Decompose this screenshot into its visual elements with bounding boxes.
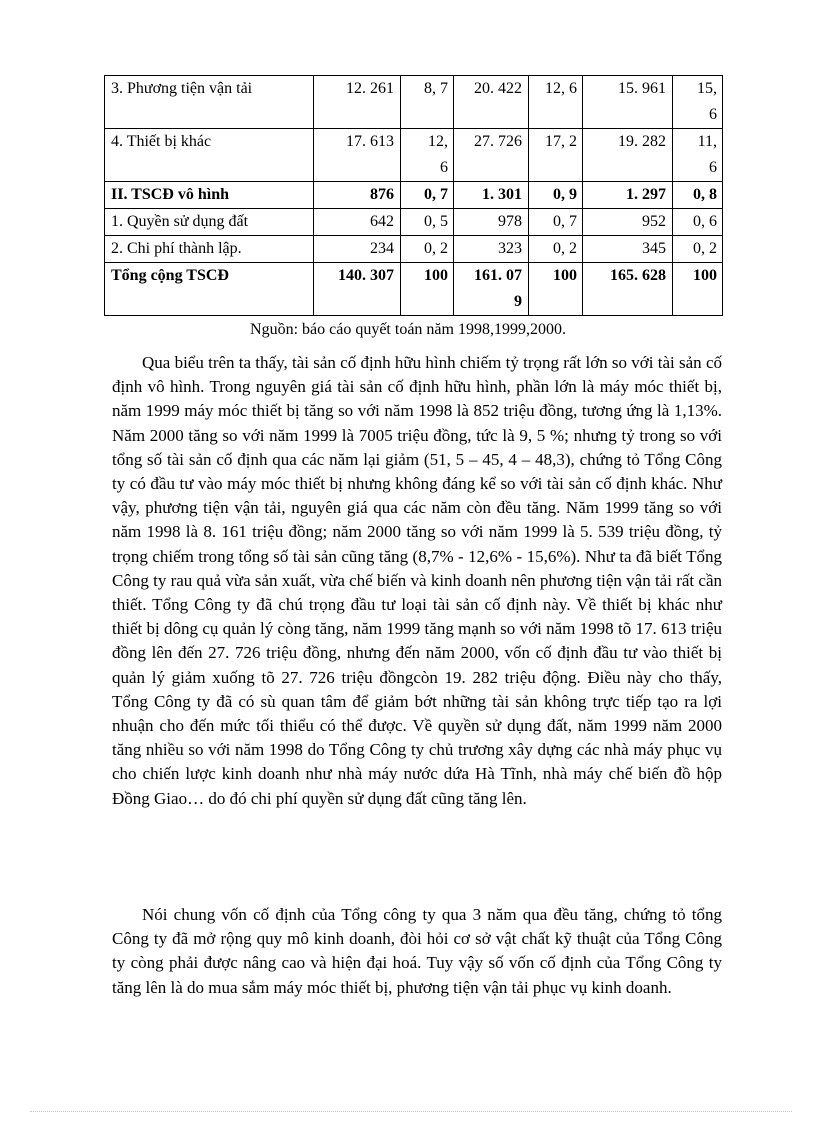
value-1999: 1. 301: [454, 182, 529, 209]
percent-2000: 11, 6: [673, 129, 723, 182]
percent-1999: 100: [529, 263, 583, 316]
percent-2000: 0, 6: [673, 209, 723, 236]
value-1998: 140. 307: [314, 263, 401, 316]
value-1998: 876: [314, 182, 401, 209]
percent-1998: 100: [401, 263, 454, 316]
value-1998: 17. 613: [314, 129, 401, 182]
percent-1999: 0, 2: [529, 236, 583, 263]
value-2000: 1. 297: [583, 182, 673, 209]
value-1998: 642: [314, 209, 401, 236]
value-2000: 165. 628: [583, 263, 673, 316]
percent-2000: 0, 8: [673, 182, 723, 209]
percent-1998: 0, 2: [401, 236, 454, 263]
row-label: 4. Thiết bị khác: [105, 129, 314, 182]
row-label: 2. Chi phí thành lập.: [105, 236, 314, 263]
percent-1998: 12, 6: [401, 129, 454, 182]
row-label: 3. Phương tiện vận tải: [105, 76, 314, 129]
percent-1998: 0, 7: [401, 182, 454, 209]
body-paragraph: Nói chung vốn cố định của Tổng công ty qua 3 năm qua đều tăng, chứng tỏ tổng Công ty đã mở rộng quy mô kinh doanh, đòi hỏi cơ sở vật chất kỹ thuật của Tổng Công ty còng phải được nâng cao và hiện đại hoá. Tuy vậy số vốn cố định của Tổng Công ty tăng lên là do mua sắm máy móc thiết bị, phương tiện vận tải phục vụ kinh doanh.: [112, 905, 722, 997]
percent-1998: 0, 5: [401, 209, 454, 236]
table-row-total: [105, 263, 723, 316]
page-bottom-divider: [30, 1111, 792, 1112]
value-1999: 323: [454, 236, 529, 263]
table-row: [105, 209, 723, 236]
value-1998: 12. 261: [314, 76, 401, 129]
value-2000: 19. 282: [583, 129, 673, 182]
percent-2000: 15, 6: [673, 76, 723, 129]
row-label: Tổng cộng TSCĐ: [105, 263, 314, 316]
value-2000: 15. 961: [583, 76, 673, 129]
table-row: [105, 129, 723, 182]
percent-2000: 100: [673, 263, 723, 316]
row-label: II. TSCĐ vô hình: [105, 182, 314, 209]
table-row: [105, 76, 723, 129]
value-2000: 952: [583, 209, 673, 236]
table-row: [105, 182, 723, 209]
percent-1999: 0, 7: [529, 209, 583, 236]
value-1999: 978: [454, 209, 529, 236]
value-1999: 161. 079: [454, 263, 529, 316]
percent-1999: 17, 2: [529, 129, 583, 182]
value-1998: 234: [314, 236, 401, 263]
fixed-assets-table: [104, 75, 723, 316]
percent-2000: 0, 2: [673, 236, 723, 263]
table-source-note: Nguồn: báo cáo quyết toán năm 1998,1999,2000.: [250, 321, 566, 338]
table-row: [105, 236, 723, 263]
percent-1998: 8, 7: [401, 76, 454, 129]
value-1999: 27. 726: [454, 129, 529, 182]
row-label: 1. Quyền sử dụng đất: [105, 209, 314, 236]
percent-1999: 12, 6: [529, 76, 583, 129]
percent-1999: 0, 9: [529, 182, 583, 209]
value-1999: 20. 422: [454, 76, 529, 129]
value-2000: 345: [583, 236, 673, 263]
body-paragraph: Qua biểu trên ta thấy, tài sản cố định hữu hình chiếm tỷ trọng rất lớn so với tài sản cố định vô hình. Trong nguyên giá tài sản cố định hữu hình, phần lớn là máy móc thiết bị, năm 1999 máy móc thiết bị tăng so với năm 1998 là 852 triệu đồng, tương ứng là 1,13%. Năm 2000 tăng so với năm 1999 là 7005 triệu đồng, tức là 9, 5 %; nhưng tỷ trong so với tổng số tài sản cố định qua các năm lại giảm (51, 5 – 45, 4 – 48,3), chứng tỏ Tổng Công ty có đầu tư vào máy móc thiết bị nhưng không đáng kể so với tài sản cố định khác. Như vậy, phương tiện vận tải, nguyên giá qua các năm còn đều tăng. Năm 1999 tăng so với năm 1998 là 8. 161 triệu đồng; năm 2000 tăng so với năm 1999 là 5. 539 triệu đồng, tỷ trọng chiếm trong tổng số tài sản cũng tăng (8,7% - 12,6% - 15,6%). Như ta đã biết Tổng Công ty rau quả vừa sản xuất, vừa chế biến và kinh doanh nên phương tiện vận tải rất cần thiết. Tổng Công ty đã chú trọng đầu tư loại tài sản cố định này. Về thiết bị khác như thiết bị dông cụ quản lý còng tăng, năm 1999 tăng mạnh so với năm 1998 tõ 17. 613 triệu đồng lên đến 27. 726 triệu đồng, nhưng đến năm 2000, vốn cố định đầu tư vào thiết bị quản lý giảm xuống tõ 27. 726 triệu đồngcòn 19. 282 triệu động. Điều này cho thấy, Tổng Công ty đã có sù quan tâm để giảm bớt những tài sản không trực tiếp tạo ra lợi nhuận cho đến mức tối thiểu có thể được. Về quyền sử dụng đất, năm 1999 năm 2000 tăng nhiều so với năm 1998 do Tổng Công ty chủ trương xây dựng các nhà máy phục vụ cho chiến lược kinh doanh như nhà máy nước dứa Hà Tĩnh, nhà máy chế biến đồ hộp Đồng Giao… do đó chi phí quyền sử dụng đất cũng tăng lên.: [112, 353, 722, 808]
